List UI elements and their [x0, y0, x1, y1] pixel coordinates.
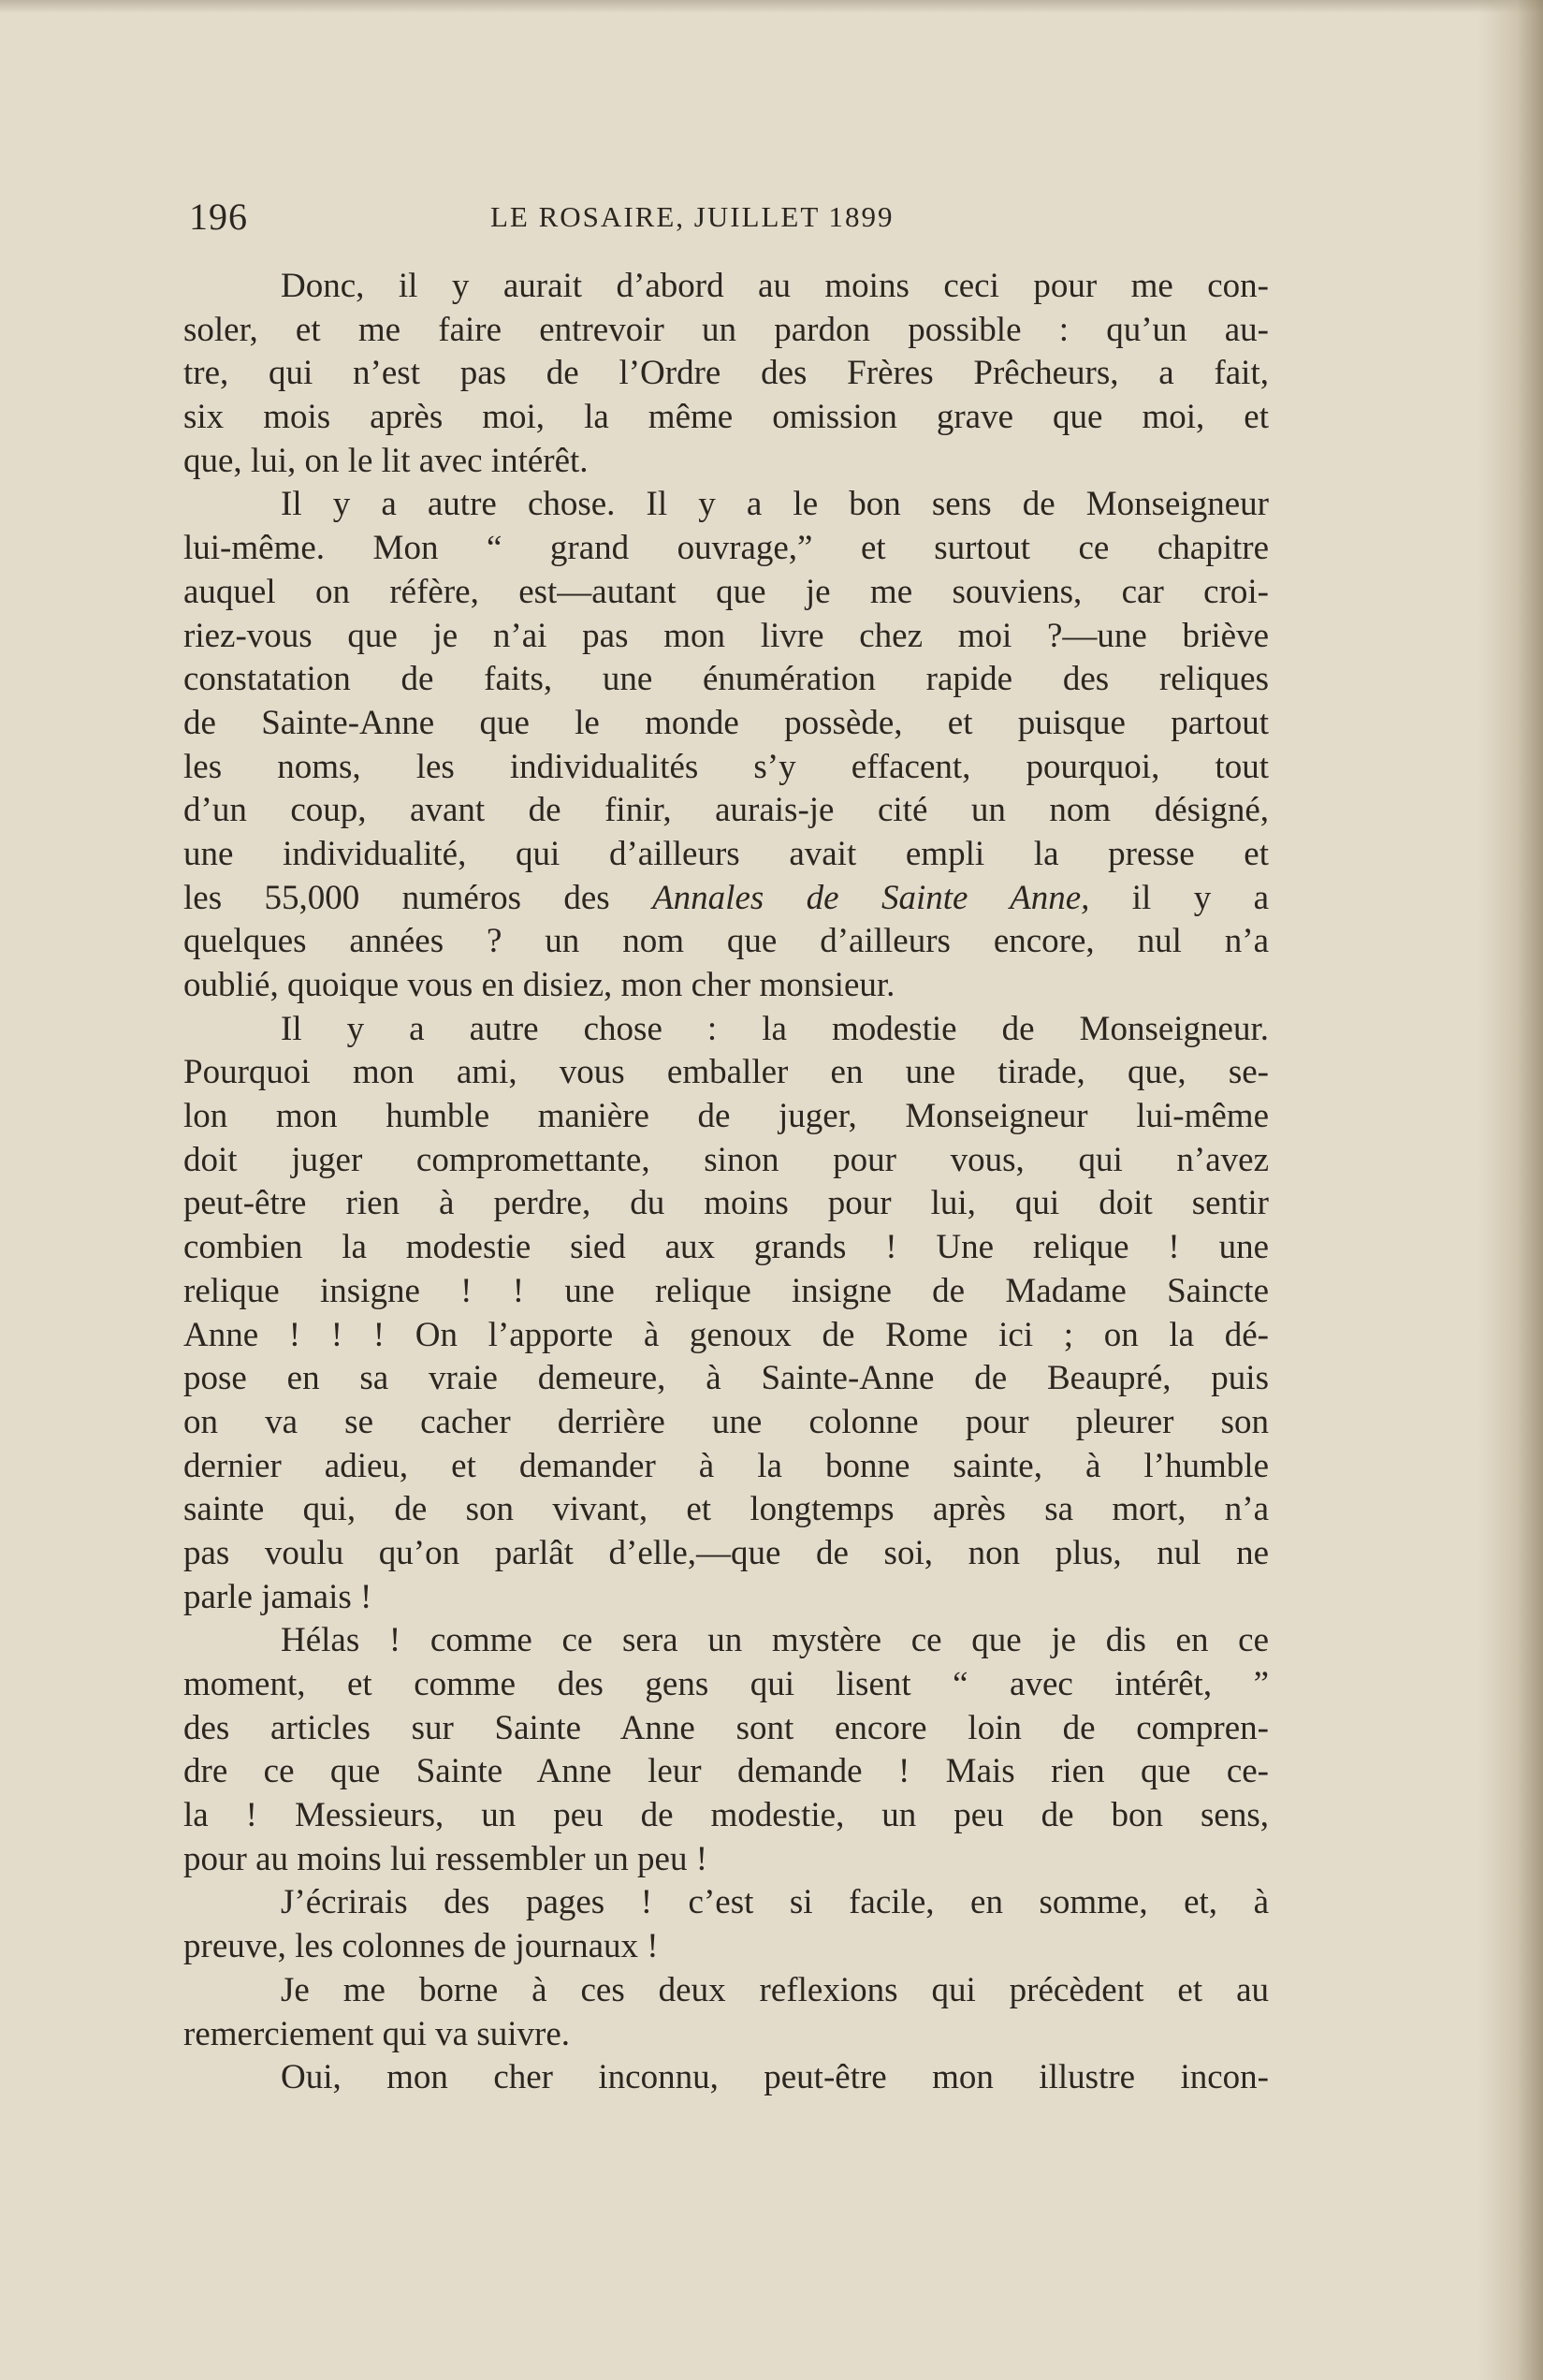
- text-line: six mois après moi, la même omission grave que moi, et: [183, 398, 1269, 437]
- text-line: une individualité, qui d’ailleurs avait empli la presse et: [183, 834, 1269, 873]
- text-line: oublié, quoique vous en disiez, mon cher monsieur.: [183, 966, 895, 1004]
- text-line: parle jamais !: [183, 1577, 372, 1616]
- text-line: Il y a autre chose. Il y a le bon sens de Monseigneur: [281, 485, 1269, 524]
- body-text: [183, 265, 1269, 2100]
- page-number: 196: [189, 196, 248, 238]
- text-line: Anne ! ! ! On l’apporte à genoux de Rome ici ; on la dé-: [183, 1315, 1269, 1354]
- text-line: des articles sur Sainte Anne sont encore loin de compren-: [183, 1708, 1269, 1747]
- text-line: la ! Messieurs, un peu de modestie, un peu de bon sens,: [183, 1796, 1269, 1835]
- text-line: Oui, mon cher inconnu, peut-être mon illustre incon-: [281, 2058, 1269, 2097]
- text-line: pose en sa vraie demeure, à Sainte-Anne de Beaupré, puis: [183, 1359, 1269, 1398]
- text-fragment: il y a: [1131, 878, 1270, 917]
- text-line: pour au moins lui ressembler un peu !: [183, 1839, 708, 1878]
- running-head: [189, 195, 966, 251]
- text-line: preuve, les colonnes de journaux !: [183, 1927, 659, 1966]
- text-line: moment, et comme des gens qui lisent “ avec intérêt, ”: [183, 1665, 1269, 1703]
- text-line: lui-même. Mon “ grand ouvrage,” et surtout ce chapitre: [183, 529, 1269, 568]
- text-line: riez-vous que je n’ai pas mon livre chez moi ?—une briève: [183, 616, 1269, 655]
- text-line: lon mon humble manière de juger, Monseigneur lui-même: [183, 1097, 1269, 1136]
- text-line: dernier adieu, et demander à la bonne sainte, à l’humble: [183, 1446, 1269, 1485]
- running-title: LE ROSAIRE, JUILLET 1899: [490, 200, 895, 233]
- text-line: Je me borne à ces deux reflexions qui précèdent et au: [281, 1970, 1269, 2009]
- text-line: Pourquoi mon ami, vous emballer en une tirade, que, se-: [183, 1053, 1269, 1092]
- text-fragment: les 55,000 numéros des: [183, 878, 610, 917]
- text-line: doit juger compromettante, sinon pour vous, qui n’avez: [183, 1140, 1269, 1179]
- text-line: Il y a autre chose : la modestie de Monseigneur.: [281, 1009, 1269, 1048]
- text-line: tre, qui n’est pas de l’Ordre des Frères Prêcheurs, a fait,: [183, 354, 1269, 393]
- text-line: relique insigne ! ! une relique insigne de Madame Saincte: [183, 1271, 1269, 1310]
- text-line: dre ce que Sainte Anne leur demande ! Mais rien que ce-: [183, 1752, 1269, 1791]
- text-line: on va se cacher derrière une colonne pour pleurer son: [183, 1402, 1269, 1441]
- text-line: Donc, il y aurait d’abord au moins ceci pour me con-: [281, 267, 1269, 305]
- text-line-with-italic: [183, 877, 1269, 921]
- text-line: pas voulu qu’on parlât d’elle,—que de soi, non plus, nul ne: [183, 1533, 1269, 1572]
- text-line: combien la modestie sied aux grands ! Une relique ! une: [183, 1228, 1269, 1267]
- text-line: remerciement qui va suivre.: [183, 2014, 570, 2053]
- text-line: peut-être rien à perdre, du moins pour lui, qui doit sentir: [183, 1184, 1269, 1223]
- page-edge-shadow: [1477, 0, 1543, 2380]
- text-line: J’écrirais des pages ! c’est si facile, en somme, et, à: [281, 1883, 1269, 1922]
- text-line: quelques années ? un nom que d’ailleurs encore, nul n’a: [183, 922, 1269, 961]
- text-line: constatation de faits, une énumération rapide des reliques: [183, 660, 1269, 699]
- text-line: sainte qui, de son vivant, et longtemps après sa mort, n’a: [183, 1490, 1269, 1529]
- italic-publication-title: Annales de Sainte Anne,: [652, 878, 1090, 917]
- page-top-shadow: [0, 0, 1543, 13]
- text-line: Hélas ! comme ce sera un mystère ce que je dis en ce: [281, 1621, 1269, 1660]
- text-line: auquel on réfère, est—autant que je me souviens, car croi-: [183, 572, 1269, 611]
- text-line: de Sainte-Anne que le monde possède, et puisque partout: [183, 703, 1269, 742]
- text-line: que, lui, on le lit avec intérêt.: [183, 441, 589, 480]
- text-line: d’un coup, avant de finir, aurais-je cité un nom désigné,: [183, 791, 1269, 830]
- text-line: soler, et me faire entrevoir un pardon possible : qu’un au-: [183, 310, 1269, 349]
- text-line: les noms, les individualités s’y effacent, pourquoi, tout: [183, 747, 1269, 786]
